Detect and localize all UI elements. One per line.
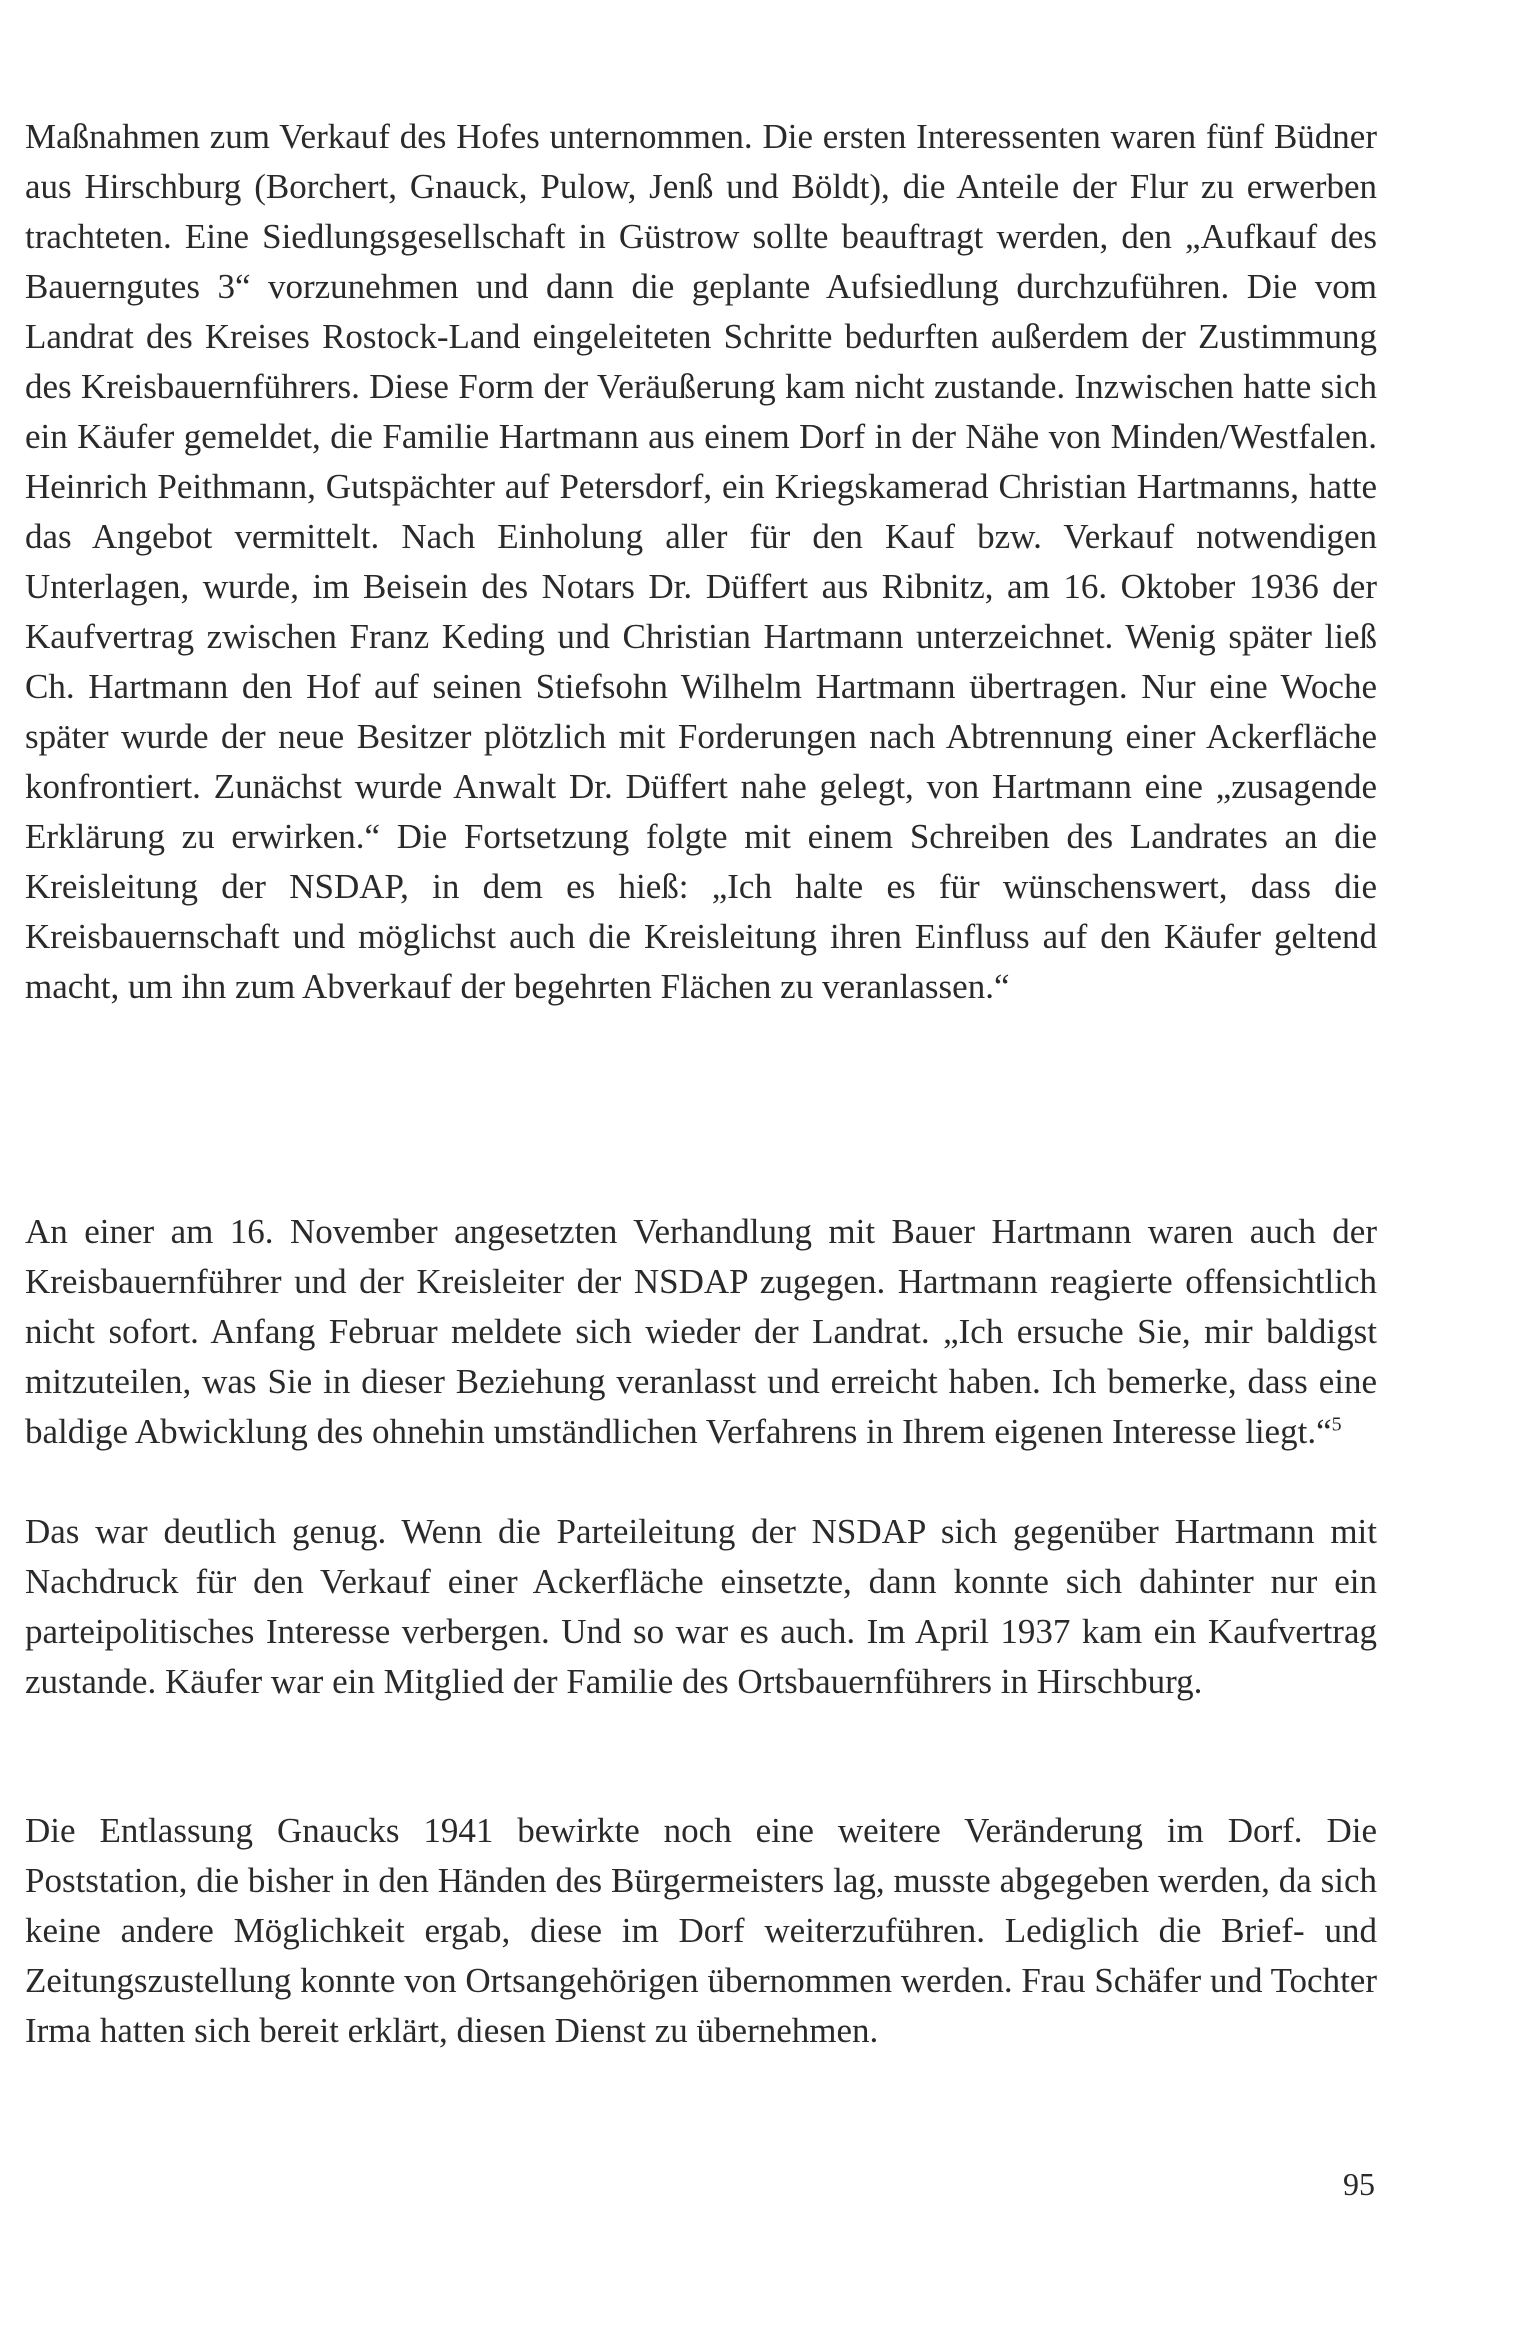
paragraph-parteileitung	[25, 1507, 1377, 1707]
paragraph-verhandlung	[25, 1207, 1377, 1457]
footnote-reference[interactable]: 5	[1331, 1413, 1342, 1436]
page-number: 95	[1343, 2166, 1375, 2202]
paragraph-hof-verkauf	[25, 112, 1377, 1012]
paragraph-body: An einer am 16. November angesetzten Verhandlung mit Bauer Hartmann waren auch der Kreisbauernführer und der Kreisleiter der NSDAP zugegen. Hartmann reagierte offensichtlich nicht sofort. Anfang Februar meldete sich wieder der Landrat. „Ich ersuche Sie, mir baldigst mitzuteilen, was Sie in dieser Beziehung veranlasst und erreicht haben. Ich bemerke, dass eine baldige Abwicklung des ohnehin umständlichen Verfahrens in Ihrem eigenen Interesse liegt.“	[25, 1212, 1377, 1451]
paragraph-text	[25, 1207, 1377, 1457]
paragraph-text: Maßnahmen zum Verkauf des Hofes unternommen. Die ersten Interessenten waren fünf Büdner aus Hirschburg (Borchert, Gnauck, Pulow, Jenß und Böldt), die Anteile der Flur zu erwerben trachteten. Eine Siedlungsgesellschaft in Güstrow sollte beauftragt werden, den „Aufkauf des Bauerngutes 3“ vorzunehmen und dann die geplante Aufsiedlung durchzuführen. Die vom Landrat des Kreises Rostock-Land eingeleiteten Schritte bedurften außerdem der Zustimmung des Kreisbauernführers. Diese Form der Veräußerung kam nicht zustande. Inzwischen hatte sich ein Käufer gemeldet, die Familie Hartmann aus einem Dorf in der Nähe von Minden/Westfalen. Heinrich Peithmann, Gutspächter auf Petersdorf, ein Kriegskamerad Christian Hartmanns, hatte das Angebot vermittelt. Nach Einholung aller für den Kauf bzw. Verkauf notwendigen Unterlagen, wurde, im Beisein des Notars Dr. Düffert aus Ribnitz, am 16. Oktober 1936 der Kaufvertrag zwischen Franz Keding und Christian Hartmann unterzeichnet. Wenig später ließ Ch. Hartmann den Hof auf seinen Stiefsohn Wilhelm Hartmann übertragen. Nur eine Woche später wurde der neue Besitzer plötzlich mit Forderungen nach Abtrennung einer Ackerfläche konfrontiert. Zunächst wurde Anwalt Dr. Düffert nahe gelegt, von Hartmann eine „zusagende Erklärung zu erwirken.“ Die Fortsetzung folgte mit einem Schreiben des Landrates an die Kreisleitung der NSDAP, in dem es hieß: „Ich halte es für wünschenswert, dass die Kreisbauernschaft und möglichst auch die Kreisleitung ihren Einfluss auf den Käufer geltend macht, um ihn zum Abverkauf der begehrten Flächen zu veranlassen.“	[25, 117, 1377, 1006]
paragraph-entlassung-gnauck	[25, 1806, 1377, 2056]
paragraph-text: Die Entlassung Gnaucks 1941 bewirkte noch eine weitere Veränderung im Dorf. Die Poststation, die bisher in den Händen des Bürgermeisters lag, musste abgegeben werden, da sich keine andere Möglichkeit ergab, diese im Dorf weiterzuführen. Lediglich die Brief- und Zeitungszustellung konnte von Ortsangehörigen übernommen werden. Frau Schäfer und Tochter Irma hatten sich bereit erklärt, diesen Dienst zu übernehmen.	[25, 1811, 1377, 2050]
paragraph-text: Das war deutlich genug. Wenn die Parteileitung der NSDAP sich gegenüber Hartmann mit Nachdruck für den Verkauf einer Ackerfläche einsetzte, dann konnte sich dahinter nur ein parteipolitisches Interesse verbergen. Und so war es auch. Im April 1937 kam ein Kaufvertrag zustande. Käufer war ein Mitglied der Familie des Ortsbauernführers in Hirschburg.	[25, 1512, 1377, 1701]
